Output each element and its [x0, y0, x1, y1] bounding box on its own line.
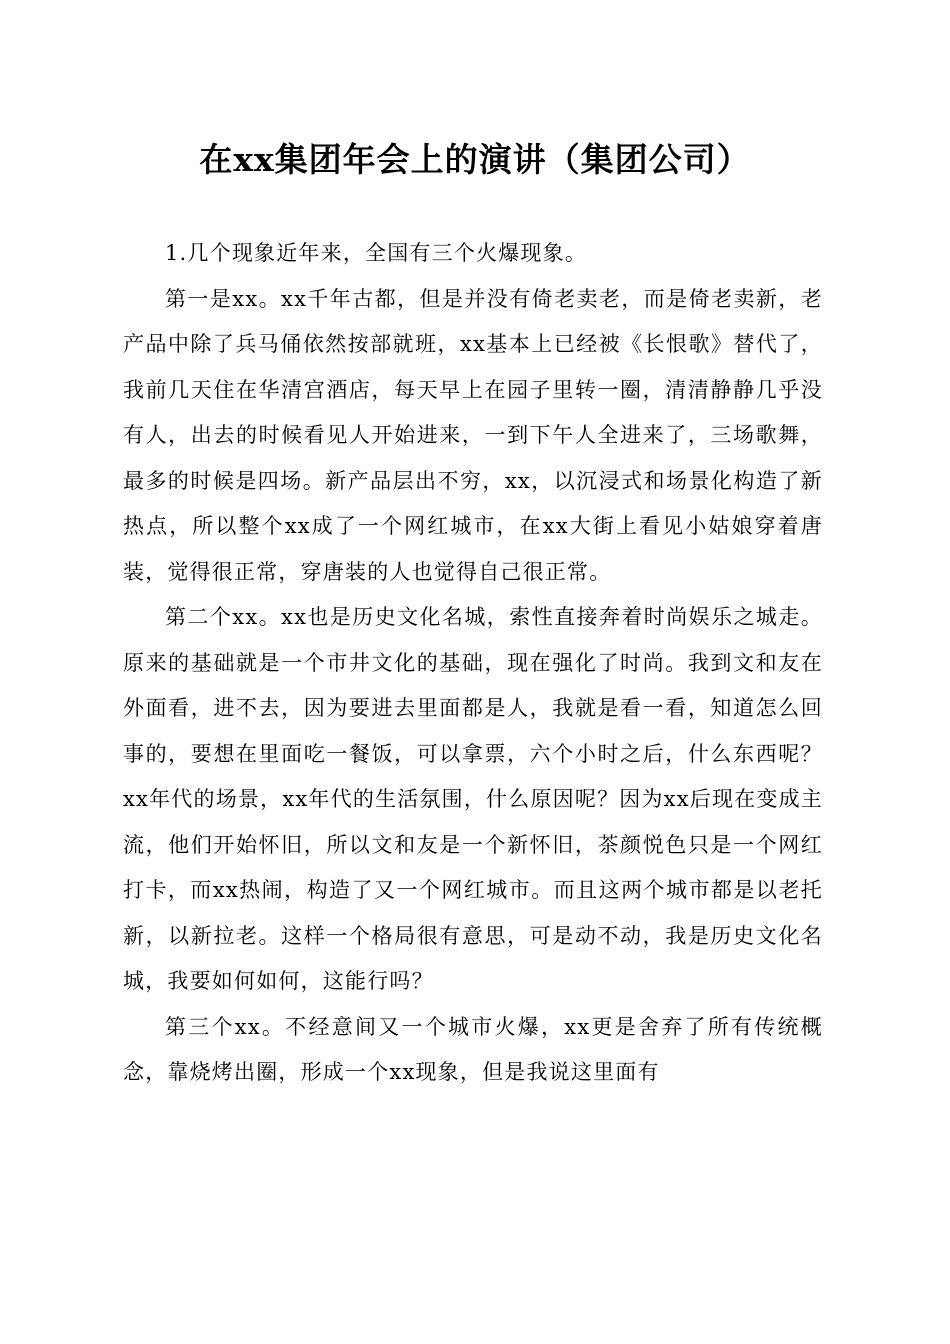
paragraph-first-city: 第一是xx。xx千年古都，但是并没有倚老卖老，而是倚老卖新，老产品中除了兵马俑依然按部就班，xx基本上已经被《长恨歌》替代了，我前几天住在华清宫酒店，每天早上在园子里转一圈，清清静静几乎没有人，出去的时候看见人开始进来，一到下午人全进来了，三场歌舞，最多的时候是四场。新产品层出不穷，xx，以沉浸式和场景化构造了新热点，所以整个xx成了一个网红城市，在xx大街上看见小姑娘穿着唐装，觉得很正常，穿唐装的人也觉得自己很正常。 — [123, 286, 823, 584]
document-title: 在xx集团年会上的演讲（集团公司） — [199, 140, 751, 179]
document-body — [123, 231, 823, 1096]
paragraph-second-city: 第二个xx。xx也是历史文化名城，索性直接奔着时尚娱乐之城走。原来的基础就是一个市井文化的基础，现在强化了时尚。我到文和友在外面看，进不去，因为要进去里面都是人，我就是看一看，知道怎么回事的，要想在里面吃一餐饭，可以拿票，六个小时之后，什么东西呢？xx年代的场景，xx年代的生活氛围，什么原因呢？因为xx后现在变成主流，他们开始怀旧，所以文和友是一个新怀旧，茶颜悦色只是一个网红打卡，而xx热闹，构造了又一个网红城市。而且这两个城市都是以老托新，以新拉老。这样一个格局很有意思，可是动不动，我是历史文化名城，我要如何如何，这能行吗？ — [123, 605, 823, 993]
paragraph-intro: 1.几个现象近年来，全国有三个火爆现象。 — [165, 241, 588, 265]
paragraph-third-city: 第三个xx。不经意间又一个城市火爆，xx更是舍弃了所有传统概念，靠烧烤出圈，形成一个xx现象，但是我说这里面有 — [123, 1014, 823, 1084]
